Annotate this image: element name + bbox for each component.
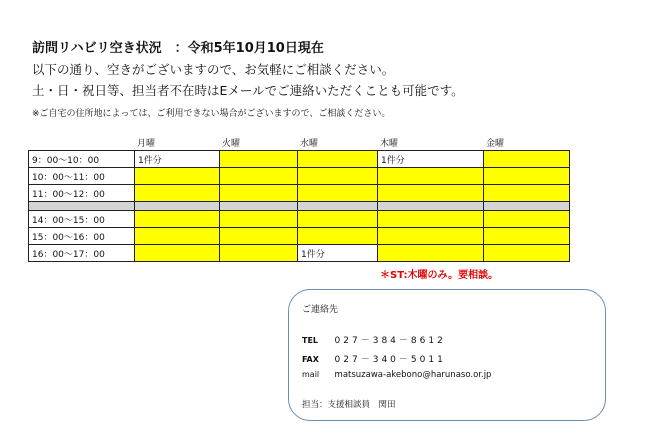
tel-label: TEL [302, 336, 319, 345]
table-row [29, 151, 570, 168]
lunch-separator-row [29, 202, 570, 211]
separator-cell [484, 202, 570, 211]
table-row [29, 185, 570, 202]
slot-cell [135, 168, 220, 185]
contact-box [288, 289, 606, 421]
intro-text: 以下の通り、空きがございますので、お気軽にご相談ください。 [32, 62, 395, 77]
contact-mail-row [302, 370, 491, 380]
time-slot: 9：00～10：00 [29, 151, 135, 168]
separator-cell [135, 202, 220, 211]
slot-cell [298, 168, 378, 185]
slot-cell [220, 211, 298, 228]
slot-cell [220, 228, 298, 245]
slot-cell [220, 151, 298, 168]
slot-cell [135, 211, 220, 228]
table-row [29, 228, 570, 245]
slot-cell [298, 185, 378, 202]
staff-in-charge: 担当：支援相談員 関田 [302, 400, 396, 410]
contact-fax-row [302, 352, 446, 365]
fax-number: 027－340－5011 [334, 355, 446, 365]
time-slot: 15：00～16：00 [29, 228, 135, 245]
slot-cell: 1件分 [298, 245, 378, 262]
mail-address[interactable]: matsuzawa-akebono@harunaso.or.jp [334, 370, 492, 380]
slot-cell [220, 185, 298, 202]
slot-cell [135, 245, 220, 262]
slot-cell [378, 245, 484, 262]
email-note-text: 土・日・祝日等、担当者不在時はEメールでご連絡いただくことも可能です。 [32, 83, 464, 98]
slot-cell [378, 168, 484, 185]
slot-cell [378, 185, 484, 202]
contact-title: ご連絡先 [302, 305, 339, 315]
slot-cell [135, 228, 220, 245]
slot-cell [220, 245, 298, 262]
fax-label: FAX [302, 355, 319, 364]
separator-cell [378, 202, 484, 211]
slot-cell [298, 151, 378, 168]
slot-cell [135, 185, 220, 202]
slot-cell [484, 168, 570, 185]
mail-label: mail [302, 370, 320, 379]
slot-cell [484, 151, 570, 168]
availability-table [28, 150, 570, 262]
day-header-tue: 火曜 [222, 139, 241, 149]
st-thursday-note: ＊ST:木曜のみ。要相談。 [380, 270, 499, 281]
slot-cell: 1件分 [378, 151, 484, 168]
separator-cell [298, 202, 378, 211]
tel-number: 027－384－8612 [334, 336, 446, 346]
day-header-wed: 水曜 [300, 139, 319, 149]
time-slot: 10：00～11：00 [29, 168, 135, 185]
separator-cell [29, 202, 135, 211]
slot-cell [220, 168, 298, 185]
slot-cell [484, 185, 570, 202]
slot-cell [298, 211, 378, 228]
time-slot: 11：00～12：00 [29, 185, 135, 202]
day-header-fri: 金曜 [486, 139, 505, 149]
slot-cell [484, 245, 570, 262]
slot-cell [378, 211, 484, 228]
address-note: ※ご自宅の住所地によっては、ご利用できない場合がございますので、ご相談ください。 [32, 109, 391, 119]
slot-cell [484, 228, 570, 245]
table-row [29, 211, 570, 228]
separator-cell [220, 202, 298, 211]
day-header-mon: 月曜 [137, 139, 156, 149]
day-header-thu: 木曜 [380, 139, 399, 149]
slot-cell [298, 228, 378, 245]
time-slot: 16：00～17：00 [29, 245, 135, 262]
table-row [29, 168, 570, 185]
table-row [29, 245, 570, 262]
contact-tel-row [302, 333, 446, 346]
slot-cell: 1件分 [135, 151, 220, 168]
page-title: 訪問リハビリ空き状況 ：令和5年10月10日現在 [32, 41, 324, 56]
time-slot: 14：00～15：00 [29, 211, 135, 228]
slot-cell [484, 211, 570, 228]
slot-cell [378, 228, 484, 245]
